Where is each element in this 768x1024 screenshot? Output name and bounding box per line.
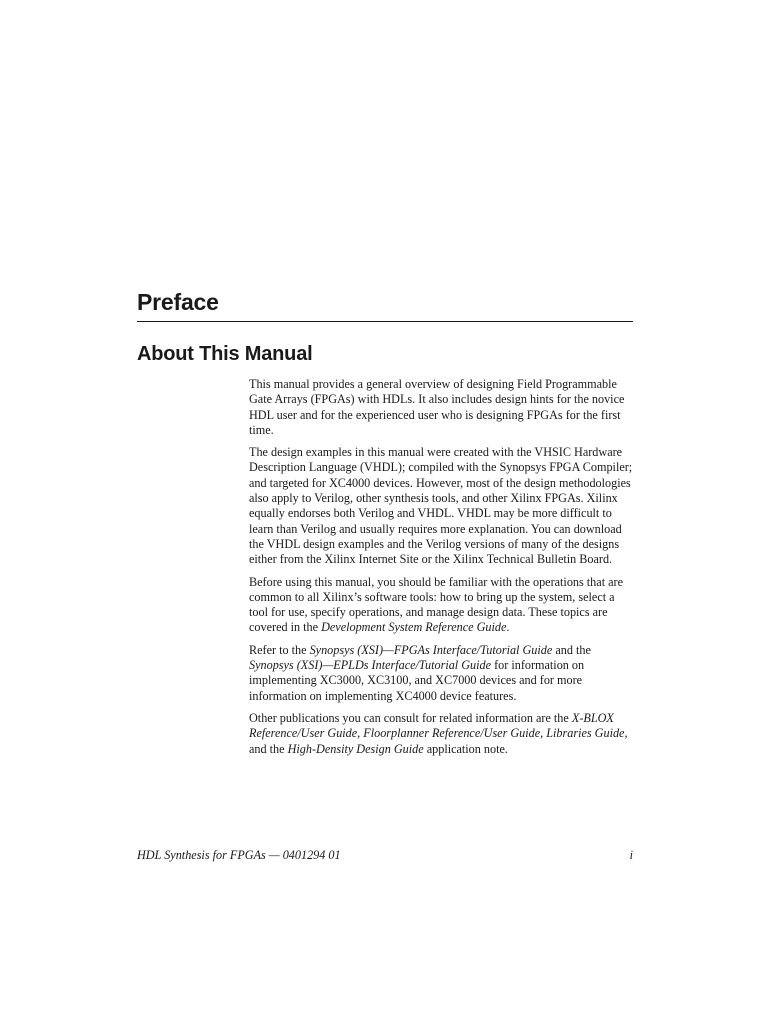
body-text <box>249 377 635 764</box>
paragraph-text: Other publications you can consult for related information are the <box>249 710 572 725</box>
paragraph-synopsys-refs <box>249 643 635 704</box>
page-number: i <box>629 848 633 862</box>
reference-title: High-Density Design Guide <box>287 741 424 756</box>
paragraph-other-publications <box>249 711 635 757</box>
paragraph-text: and the <box>552 642 591 657</box>
paragraph-overview: This manual provides a general overview of designing Field Programmable Gate Arrays (FPGAs) with HDLs. It also includes design hints for the novice HDL user and for the experienced user who is designing FPGAs for the first time. <box>249 377 625 437</box>
paragraph-design-examples: The design examples in this manual were created with the VHSIC Hardware Description Language (VHDL); compiled with the Synopsys FPGA Compiler; and targeted for XC4000 devices. However, most of the design methodologies also apply to Verilog, other synthesis tools, and other Xilinx FPGAs. Xilinx equally endorses both Verilog and VHDL. VHDL may be more difficult to learn than Verilog and usually requires more explanation. You can download the VHDL design examples and the Verilog versions of many of the designs either from the Xilinx Internet Site or the Xilinx Technical Bulletin Board. <box>249 445 633 567</box>
footer-document-title: HDL Synthesis for FPGAs — 0401294 01 <box>137 848 341 862</box>
paragraph-text: , and the <box>249 726 628 756</box>
paragraph-text: for information on implementing XC3000, XC3100, and XC7000 devices and for more information on implementing XC4000 device features. <box>249 658 585 703</box>
title-divider <box>137 321 633 322</box>
reference-title: X-BLOX Reference/User Guide, Floorplanner Reference/User Guide, Libraries Guide <box>249 710 625 741</box>
reference-title: Synopsys (XSI)—FPGAs Interface/Tutorial Guide <box>309 642 553 657</box>
reference-title: Development System Reference Guide <box>321 620 507 635</box>
paragraph-text: application note. <box>423 741 508 756</box>
paragraph-text: Refer to the <box>249 642 310 657</box>
page-title: Preface <box>137 289 219 315</box>
paragraph-prerequisites <box>249 575 635 636</box>
paragraph-text: . <box>506 620 510 635</box>
reference-title: Synopsys (XSI)—EPLDs Interface/Tutorial Guide <box>249 658 492 673</box>
paragraph-text: Before using this manual, you should be familiar with the operations that are common to all Xilinx’s software tools: how to bring up the system, select a tool for use, specify operations, and manage design data. These topics are covered in the <box>249 574 623 635</box>
section-heading: About This Manual <box>137 343 313 365</box>
